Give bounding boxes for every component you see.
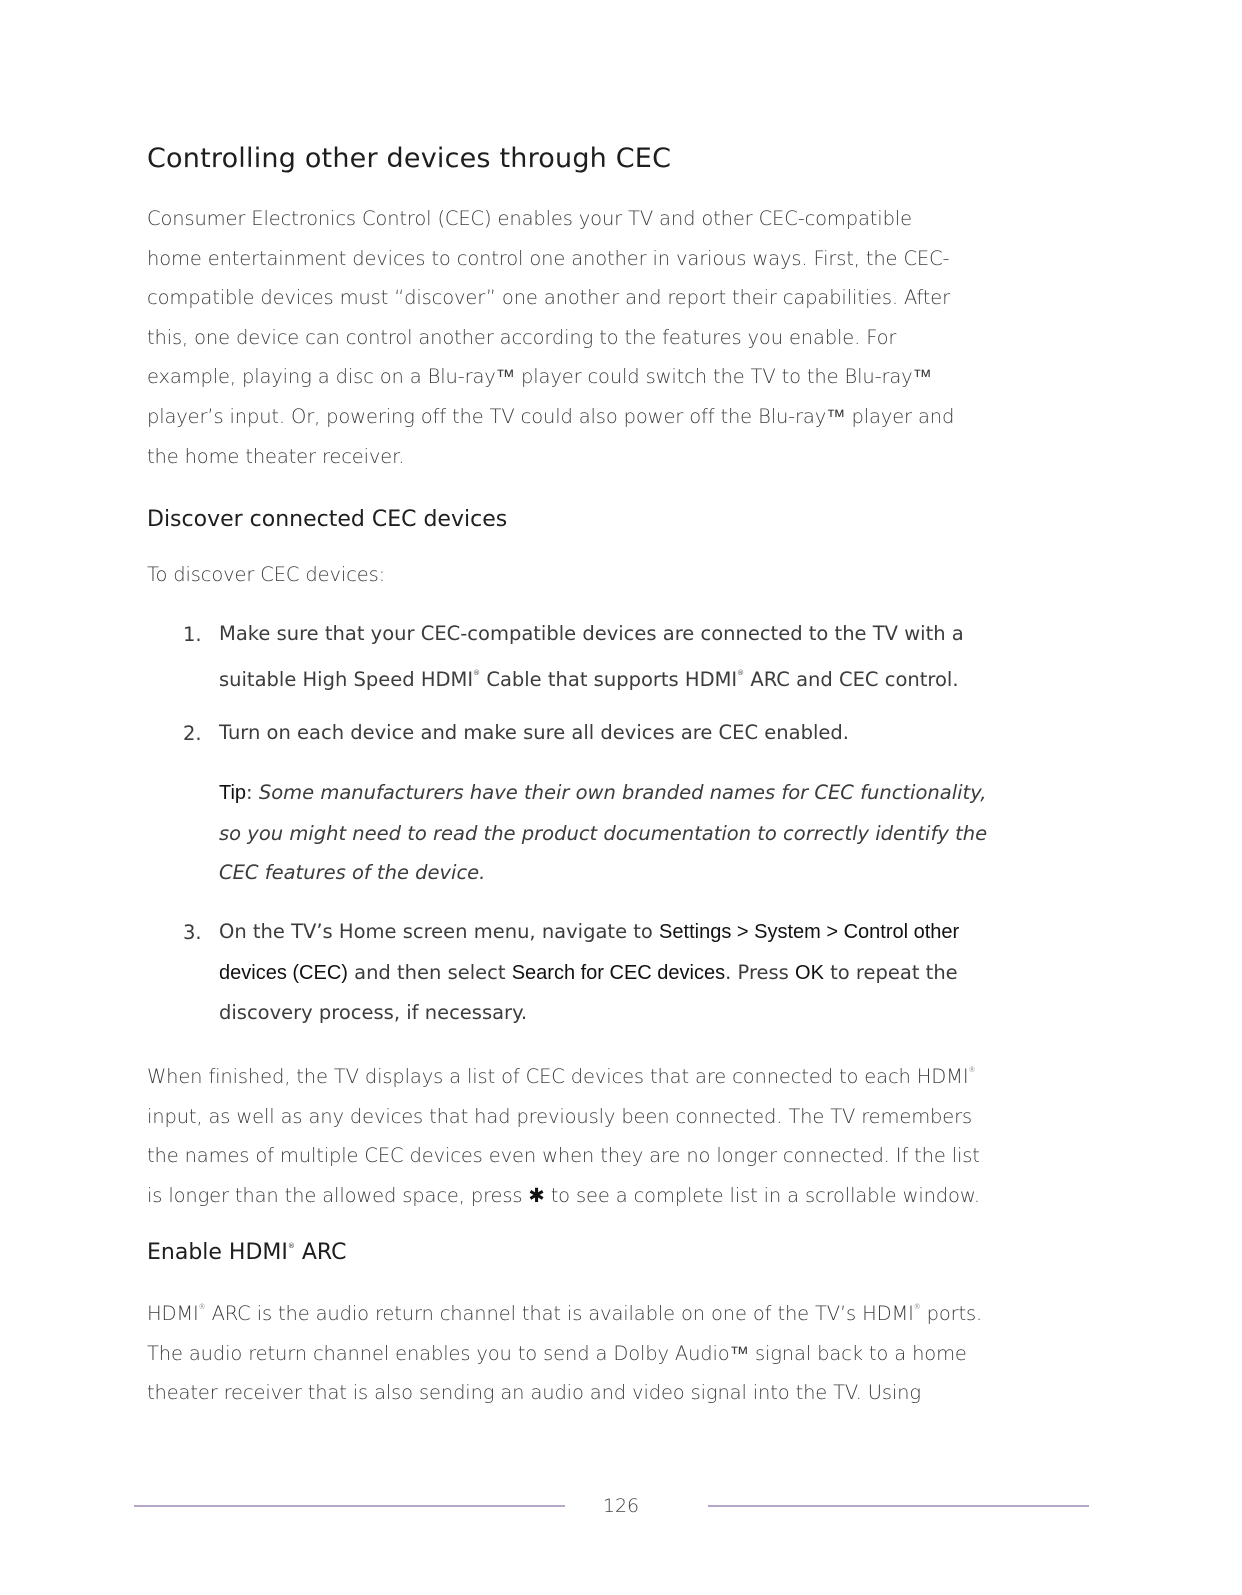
intro-paragraph [147, 199, 1107, 476]
tip-text: so you might need to read the product documentation to correctly identify the [219, 821, 988, 845]
intro-line: example, playing a disc on a Blu-ray™ player could switch the TV to the Blu-ray™ [147, 365, 932, 389]
para-line: the names of multiple CEC devices even when they are no longer connected. If the list [147, 1144, 980, 1168]
step-line [219, 654, 1119, 700]
registered-mark: ® [968, 1066, 976, 1074]
step-text [219, 713, 1119, 753]
text-span: When finished, the TV displays a list of CEC devices that are connected to each HDMI [147, 1065, 969, 1088]
text-span: On the TV’s Home screen menu, navigate to [219, 920, 660, 943]
text-span: Enable HDMI [147, 1240, 288, 1265]
text-span: to repeat the [823, 960, 958, 984]
ok-key-name: OK [795, 961, 824, 984]
text-span: ARC [294, 1240, 347, 1265]
tip-separator: : [246, 781, 259, 804]
registered-mark: ® [198, 1303, 206, 1311]
text-span: . Press [725, 960, 796, 984]
footer-rule-right [708, 1505, 1089, 1507]
discover-lead [147, 555, 1107, 595]
menu-item-name: Search for CEC devices [511, 961, 726, 984]
intro-line: this, one device can control another according to the features you enable. For [147, 325, 897, 349]
discover-lead-text: To discover CEC devices: [147, 563, 386, 586]
step-line [219, 953, 1119, 994]
arc-paragraph [147, 1288, 1107, 1413]
page-number: 126 [602, 1495, 640, 1517]
text-span: suitable High Speed HDMI [219, 667, 474, 691]
intro-line: Consumer Electronics Control (CEC) enables your TV and other CEC-compatible [147, 207, 912, 230]
text-span: ARC and CEC control. [744, 667, 959, 691]
tip-note [219, 773, 1119, 893]
arc-heading [147, 1240, 347, 1265]
text-span: HDMI [147, 1302, 199, 1325]
tip-line [219, 853, 1119, 893]
step-number: 2. [183, 722, 202, 745]
menu-path: Settings > System > Control other [659, 921, 960, 943]
tip-text: Some manufacturers have their own branded names for CEC functionality, [258, 781, 987, 804]
step-line: discovery process, if necessary. [219, 1001, 528, 1025]
para-line: The audio return channel enables you to send a Dolby Audio™ signal back to a home [147, 1341, 967, 1365]
intro-line: home entertainment devices to control one another in various ways. First, the CEC- [147, 246, 950, 270]
star-key-icon: ✱ [528, 1183, 545, 1207]
text-span: to see a complete list in a scrollable window. [544, 1183, 980, 1207]
registered-mark: ® [473, 668, 481, 677]
step-line [219, 912, 1119, 953]
step-text [219, 614, 1119, 699]
step-text [219, 912, 1119, 1033]
discover-heading: Discover connected CEC devices [147, 507, 508, 532]
text-span: Cable that supports HDMI [480, 667, 738, 691]
step-number: 1. [183, 623, 202, 646]
para-line: input, as well as any devices that had previously been connected. The TV remembers [147, 1104, 972, 1128]
registered-mark: ® [913, 1303, 921, 1311]
text-span: ARC is the audio return channel that is available on one of the TV’s HDMI [205, 1302, 914, 1325]
registered-mark: ® [287, 1242, 295, 1250]
menu-path: devices (CEC) [219, 961, 348, 984]
para-line: theater receiver that is also sending an audio and video signal into the TV. Using [147, 1381, 921, 1405]
text-span: and then select [347, 960, 512, 984]
tip-label: Tip [219, 782, 247, 804]
registered-mark: ® [737, 668, 745, 677]
para-line [147, 1176, 1107, 1216]
tip-line [219, 773, 1119, 814]
text-span: ports. [920, 1302, 983, 1325]
text-span: is longer than the allowed space, press [147, 1183, 529, 1207]
intro-line: compatible devices must “discover” one another and report their capabilities. After [147, 286, 951, 310]
section-title: Controlling other devices through CEC [147, 143, 672, 174]
tip-text: CEC features of the device. [219, 861, 486, 885]
step-number: 3. [183, 921, 202, 944]
para-line [147, 1288, 1107, 1334]
step-line: Make sure that your CEC-compatible devices are connected to the TV with a [219, 622, 964, 645]
results-paragraph [147, 1051, 1107, 1215]
para-line [147, 1051, 1107, 1097]
tip-line [219, 814, 1119, 854]
step-line: Turn on each device and make sure all devices are CEC enabled. [219, 721, 849, 744]
intro-line: the home theater receiver. [147, 444, 405, 468]
intro-line: player’s input. Or, powering off the TV could also power off the Blu-ray™ player and [147, 404, 955, 428]
